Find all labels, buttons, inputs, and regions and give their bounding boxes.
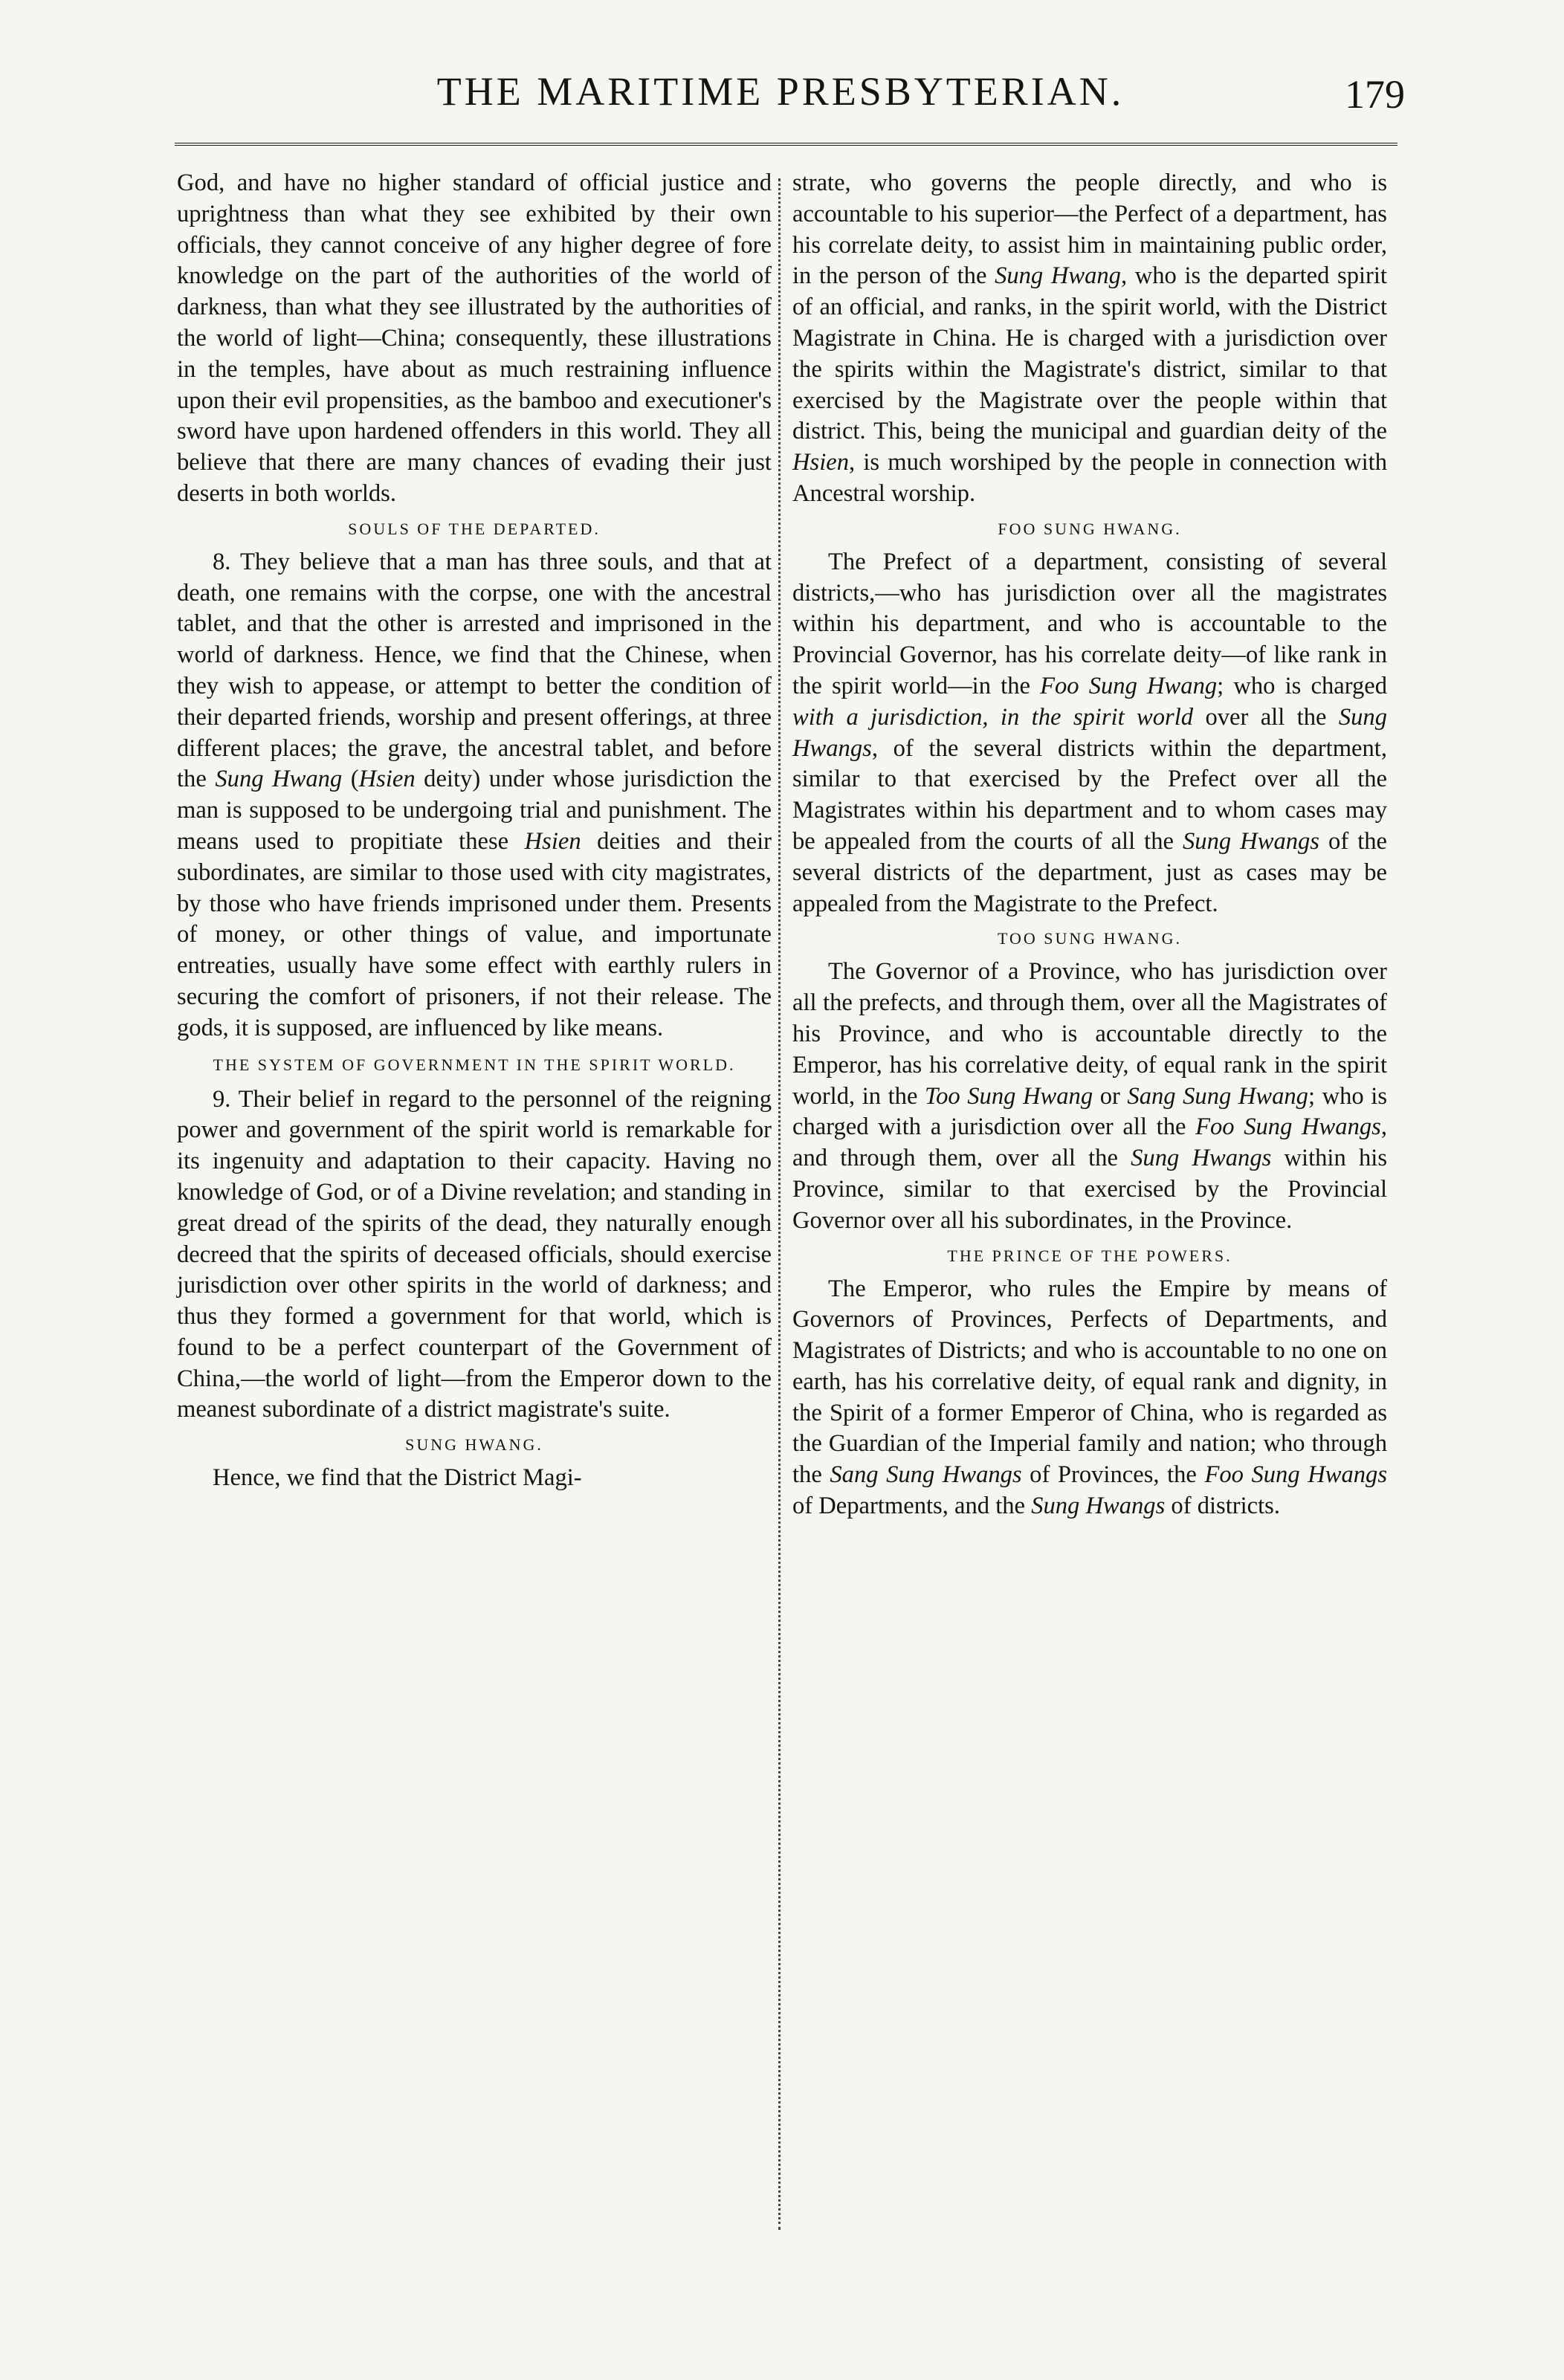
- italic-term: Sung Hwangs: [792, 703, 1387, 762]
- paragraph-emperor: [792, 1274, 1387, 1522]
- text-run: of Departments, and the: [792, 1493, 1032, 1520]
- heading-system-of-government: THE SYSTEM OF GOVERNMENT IN THE SPIRIT WORLD.: [213, 1055, 736, 1074]
- italic-term: with a jurisdiction, in the spirit world: [792, 703, 1194, 731]
- right-column: [792, 168, 1387, 1522]
- italic-term: Foo Sung Hwang: [1040, 672, 1218, 699]
- italic-term: Sung Hwangs: [1031, 1493, 1166, 1520]
- italic-term: Sung Hwangs: [1131, 1145, 1272, 1172]
- text-run: The Prefect of a department, consisting of several districts,—who has jurisdiction over all the magistrates within his department, and who is accountable to the Provincial Governor, has his correlate deity—of like rank in the spirit world—in the: [792, 548, 1387, 699]
- text-run: of Provinces, the: [1021, 1461, 1205, 1489]
- italic-term: Sung Hwang: [215, 766, 343, 793]
- heading-prince-of-the-powers: THE PRINCE OF THE POWERS.: [947, 1246, 1232, 1265]
- text-run: The Emperor, who rules the Empire by means of Governors of Provinces, Perfects of Departments, and Magistrates of Districts; and who is accountable to no one on earth, has his correlative deity, of equal rank and dignity, in the Spirit of a former Emperor of China, who is regarded as the Guardian of the Imperial family and nation; who through the: [792, 1275, 1387, 1489]
- paragraph-three-souls: [177, 547, 772, 1044]
- paragraph-governor: [792, 957, 1387, 1236]
- text-run: 8. They believe that a man has three souls, and that at death, one remains with the corpse, one with the ancestral tablet, and that the other is arrested and imprisoned in the world of darkness. Hence, we find that the Chinese, when they wish to appease, or attempt to better the condition of their departed friends, worship and present offerings, at three different places; the grave, the ancestral tablet, and before the: [177, 548, 772, 793]
- italic-term: Hsien: [792, 449, 850, 476]
- heading-souls-of-the-departed: SOULS OF THE DEPARTED.: [348, 519, 601, 538]
- heading-foo-sung-hwang: FOO SUNG HWANG.: [998, 519, 1182, 538]
- text-run: ; who is charged: [1217, 672, 1387, 699]
- text-run: within his Province, similar to that exercised by the Provincial Governor over all his subordinates, in the Province.: [792, 1145, 1387, 1234]
- text-run: , who is the departed spirit of an official, and ranks, in the spirit world, with the District Magistrate in China. He is charged with a jurisdiction over the spirits within the Magistrate's district, similar to that exercised by the Magistrate over the people within that district. This, being the municipal and guardian deity of the: [792, 262, 1387, 445]
- text-run: , and through them, over all the: [792, 1113, 1387, 1172]
- text-run: (: [342, 766, 359, 793]
- heading-too-sung-hwang: TOO SUNG HWANG.: [997, 929, 1183, 948]
- text-run: , is much worshiped by the people in connection with Ancestral worship.: [792, 449, 1387, 507]
- paragraph-district-magistrate-start: Hence, we find that the District Magi-: [213, 1464, 582, 1492]
- column-divider: [778, 178, 781, 2230]
- italic-term: Sung Hwang: [995, 262, 1121, 290]
- italic-term: Hsien: [358, 766, 416, 793]
- text-run: of districts.: [1165, 1493, 1280, 1520]
- left-column: [177, 168, 772, 1494]
- paragraph-spirit-world-government: 9. Their belief in regard to the personnel of the reigning power and government of the spirit world is remarkable for its ingenuity and adaptation to their capacity. Having no knowledge of God, or of a Divine revelation; and standing in great dread of the spirits of the dead, they naturally enough decreed that the spirits of deceased officials, should exercise jurisdiction over other spirits in the world of darkness; and thus they formed a government for that world, which is found to be a perfect counterpart of the Government of China,—the world of light—from the Emperor down to the meanest subordinate of a district magistrate's suite.: [177, 1085, 772, 1423]
- italic-term: Sung Hwangs: [1183, 827, 1319, 855]
- heading-sung-hwang: SUNG HWANG.: [405, 1435, 543, 1455]
- italic-term: Foo Sung Hwangs: [1195, 1113, 1381, 1141]
- italic-term: Foo Sung Hwangs: [1204, 1461, 1387, 1489]
- text-run: deity) under whose jurisdiction the man is supposed to be undergoing trial and punishment. The means used to propitiate these: [177, 766, 772, 855]
- italic-term: Hsien: [524, 827, 581, 855]
- italic-term: Sang Sung Hwangs: [830, 1461, 1022, 1489]
- text-run: strate, who governs the people directly, and who is accountable to his superior—the Perfect of a department, has his correlate deity, to assist him in maintaining public order, in the person of the: [792, 169, 1387, 290]
- text-run: The Governor of a Province, who has jurisdiction over all the prefects, and through them, over all the Magistrates of his Province, and who is accountable directly to the Emperor, has his correlative deity, of equal rank in the spirit world, in the: [792, 958, 1387, 1110]
- text-run: over all the: [1193, 703, 1339, 731]
- text-run: or: [1093, 1082, 1128, 1110]
- italic-term: Sang Sung Hwang: [1127, 1082, 1308, 1110]
- paragraph-official-justice: God, and have no higher standard of official justice and uprightness than what they see exhibited by their own officials, they cannot conceive of any higher degree of fore knowledge on the part of the authorities of the world of darkness, than what they see illustrated by the authorities of the world of light—China; consequently, these illustrations in the temples, have about as much restraining influence upon their evil propensities, as the bamboo and executioner's sword have upon hardened offenders in this world. They all believe that there are many chances of evading their just deserts in both worlds.: [177, 169, 772, 507]
- text-run: deities and their subordinates, are similar to those used with city magistrates, by those who have friends imprisoned under them. Presents of money, or other things of value, and importunate entreaties, usually have some effect with earthly rulers in securing the comfort of prisoners, if not their release. The gods, it is supposed, are influenced by like means.: [177, 827, 772, 1041]
- publication-title: THE MARITIME PRESBYTERIAN.: [436, 69, 1125, 114]
- header-rule: [175, 143, 1397, 146]
- text-run: , of the several districts within the department, similar to that exercised by the Prefect over all the Magistrates within his department and to whom cases may be appealed from the courts of all the: [792, 734, 1387, 855]
- running-head: [171, 68, 1405, 128]
- paragraph-district-magistrate-continued: [792, 168, 1387, 510]
- paragraph-prefect: [792, 547, 1387, 920]
- text-run: of the several districts of the department, just as cases may be appealed from the Magistrate to the Prefect.: [792, 827, 1387, 917]
- italic-term: Too Sung Hwang: [925, 1082, 1093, 1110]
- page-number: 179: [1345, 72, 1405, 117]
- text-run: ; who is charged with a jurisdiction over all the: [792, 1082, 1388, 1141]
